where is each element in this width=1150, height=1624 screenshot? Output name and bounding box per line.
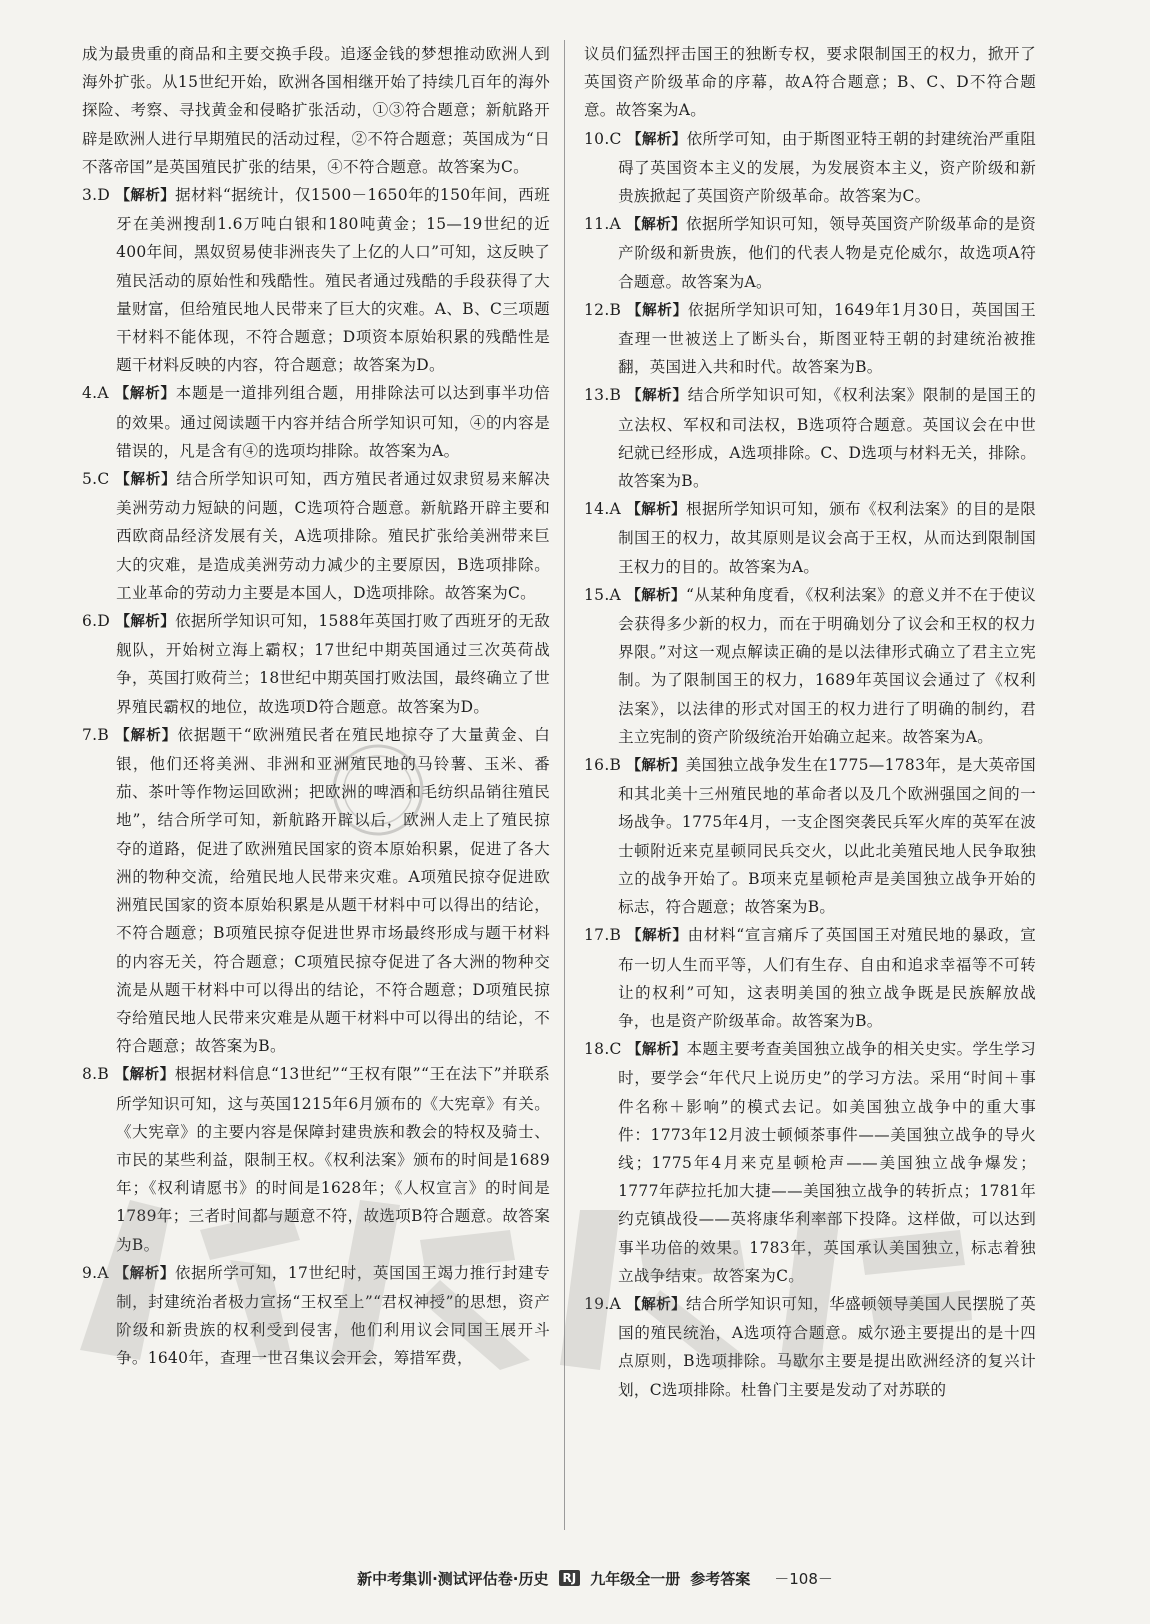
analysis-tag: 【解析】 xyxy=(627,131,687,148)
answer-text: 根据所学知识可知，颁布《权利法案》的目的是限制国王的权力，故其原则是议会高于王权，从而达到限制国王权力的目的。故答案为A。 xyxy=(618,500,1036,576)
answer-number: 14.A xyxy=(584,500,622,519)
answer-item-19 xyxy=(584,1290,1036,1404)
analysis-tag: 【解析】 xyxy=(115,614,176,631)
answer-item-3 xyxy=(82,181,550,379)
answer-text: 结合所学知识可知，华盛顿领导美国人民摆脱了英国的殖民统治，A选项符合题意。威尔逊主要提出的是十四点原则，B选项排除。马歇尔主要是提出欧洲经济的复兴计划，C选项排除。杜鲁门主要是发动了对苏联的 xyxy=(618,1294,1036,1399)
analysis-tag: 【解析】 xyxy=(114,1265,175,1282)
answer-number: 3.D xyxy=(82,186,111,205)
series-title: 新中考集训·测试评估卷·历史 xyxy=(357,1569,549,1588)
answer-number: 17.B xyxy=(584,926,622,945)
answer-number: 6.D xyxy=(82,612,111,631)
answer-item-9 xyxy=(82,1259,550,1373)
answer-text: 根据材料信息“13世纪”“王权有限”“王在法下”并联系所学知识可知，这与英国1215年6月颁布的《大宪章》有关。《大宪章》的主要内容是保障封建贵族和教会的特权及骑士、市民的某些利益，限制王权。《权利法案》颁布的时间是1689年；《权利请愿书》的时间是1628年；《人权宣言》的时间是1789年；三者时间都与题意不符，故选项B符合题意。故答案为B。 xyxy=(116,1065,550,1254)
analysis-tag: 【解析】 xyxy=(626,217,687,234)
answer-text: 依据所学知识可知，领导英国资产阶级革命的是资产阶级和新贵族，他们的代表人物是克伦威尔，故选项A符合题意。故答案为A。 xyxy=(618,215,1036,291)
answer-item-16 xyxy=(584,751,1036,921)
answer-text: 本题主要考查美国独立战争的相关史实。学生学习时，要学会“年代尺上说历史”的学习方法。采用“时间＋事件名称＋影响”的模式去记。如美国独立战争中的重大事件：1773年12月波士顿倾茶事件——美国独立战争的导火线；1775年4月来克星顿枪声——美国独立战争爆发；1777年萨拉托加大捷——美国独立战争的转折点；1781年约克镇战役——英将康华利率部下投降。这样做，可以达到事半功倍的效果。1783年，英国承认美国独立，标志着独立战争结束。故答案为C。 xyxy=(618,1040,1036,1285)
answer-number: 13.B xyxy=(584,386,622,405)
answer-number: 5.C xyxy=(82,470,110,489)
answer-text: 依据所学知识可知，1588年英国打败了西班牙的无敌舰队，开始树立海上霸权；17世纪中期英国通过三次英荷战争，英国打败荷兰；18世纪中期英国打败法国，最终确立了世界殖民霸权的地位，故选项D符合题意。故答案为D。 xyxy=(116,612,550,716)
answer-text: 据材料“据统计，仅1500－1650年的150年间，西班牙在美洲搜刮1.6万吨白银和180吨黄金；15—19世纪的近400年间，黑奴贸易使非洲丧失了上亿的人口”可知，这反映了殖民活动的原始性和残酷性。殖民者通过残酷的手段获得了大量财富，但给殖民地人民带来了巨大的灾难。A、B、C三项题干材料不能体现，不符合题意；D项资本原始积累的残酷性是题干材料反映的内容，符合题意；故答案为D。 xyxy=(116,186,550,375)
answer-text: 美国独立战争发生在1775—1783年，是大英帝国和其北美十三州殖民地的革命者以及几个欧洲强国之间的一场战争。1775年4月，一支企图突袭民兵军火库的英军在波士顿附近来克星顿同民兵交火，以此北美殖民地人民争取独立的战争开始了。B项来克星顿枪声是美国独立战争开始的标志，符合题意；故答案为B。 xyxy=(618,756,1036,917)
analysis-tag: 【解析】 xyxy=(627,1042,687,1059)
analysis-tag: 【解析】 xyxy=(114,1067,175,1084)
answer-item-18 xyxy=(584,1035,1036,1290)
answer-text: 依据所学知识可知，1649年1月30日，英国国王查理一世被送上了断头台，斯图亚特王朝的封建统治被推翻，英国进入共和时代。故答案为B。 xyxy=(618,300,1036,377)
answer-number: 10.C xyxy=(584,129,622,148)
answer-text: 结合所学知识可知，《权利法案》限制的是国王的立法权、军权和司法权，B选项符合题意。英国议会在中世纪就已经形成，A选项排除。C、D选项与材料无关，排除。故答案为B。 xyxy=(618,386,1036,491)
answer-number: 7.B xyxy=(82,725,110,744)
answer-number: 15.A xyxy=(584,585,622,604)
column-divider xyxy=(564,40,565,1530)
answer-number: 9.A xyxy=(82,1263,109,1282)
analysis-tag: 【解析】 xyxy=(626,928,688,945)
answer-item-4 xyxy=(82,379,550,465)
answer-number: 4.A xyxy=(82,384,109,403)
answer-text: 由材料“宣言痛斥了英国国王对殖民地的暴政，宣布一切人生而平等，人们有生存、自由和追求幸福等不可转让的权利”可知，这表明美国的独立战争既是民族解放战争，也是资产阶级革命。故答案为B。 xyxy=(618,926,1036,1030)
analysis-tag: 【解析】 xyxy=(115,727,178,744)
analysis-tag: 【解析】 xyxy=(626,1296,687,1313)
section-label: 参考答案 xyxy=(690,1569,751,1588)
answer-item-14 xyxy=(584,495,1036,581)
answer-item-10 xyxy=(584,125,1036,211)
answer-text: 依据所学可知，17世纪时，英国国王竭力推行封建专制，封建统治者极力宣扬“王权至上”“君权神授”的思想，资产阶级和新贵族的权利受到侵害，他们利用议会同国王展开斗争。1640年，查理一世召集议会开会，筹措军费， xyxy=(116,1263,550,1368)
answer-number: 19.A xyxy=(584,1294,622,1313)
answer-item-13 xyxy=(584,381,1036,495)
answer-item-8 xyxy=(82,1060,550,1258)
analysis-tag: 【解析】 xyxy=(626,388,688,405)
answer-number: 8.B xyxy=(82,1065,110,1084)
edition-badge: RJ xyxy=(559,1570,581,1586)
left-column xyxy=(82,40,550,1540)
right-column xyxy=(584,40,1036,1540)
answer-item-7 xyxy=(82,721,550,1060)
answer-item-5 xyxy=(82,465,550,607)
answer-text: 结合所学知识可知，西方殖民者通过奴隶贸易来解决美洲劳动力短缺的问题，C选项符合题意。新航路开辟主要和西欧商品经济发展有关，A选项排除。殖民扩张给美洲带来巨大的灾难，是造成美洲劳动力减少的主要原因，B选项排除。工业革命的劳动力主要是本国人，D选项排除。故答案为C。 xyxy=(116,470,550,602)
page-number: －108－ xyxy=(774,1569,833,1588)
answer-text: 本题是一道排列组合题，用排除法可以达到事半功倍的效果。通过阅读题干内容并结合所学知识可知，④的内容是错误的，凡是含有④的选项均排除。故答案为A。 xyxy=(116,384,550,460)
analysis-tag: 【解析】 xyxy=(115,472,177,489)
analysis-tag: 【解析】 xyxy=(626,502,687,519)
answer-item-12 xyxy=(584,296,1036,382)
answer-text: “从某种角度看，《权利法案》的意义并不在于使议会获得多少新的权力，而在于明确划分了议会和王权的权力界限。”对这一观点解读正确的是以法律形式确立了君主立宪制。为了限制国王的权力，1689年英国议会通过了《权利法案》，以法律的形式对国王的权力进行了明确的制约，君主立宪制的资产阶级统治开始确立起来。故答案为A。 xyxy=(618,585,1036,746)
analysis-tag: 【解析】 xyxy=(626,758,686,775)
analysis-tag: 【解析】 xyxy=(626,587,686,604)
answer-item-6 xyxy=(82,607,550,721)
answer-number: 12.B xyxy=(584,300,622,319)
analysis-tag: 【解析】 xyxy=(115,188,176,205)
grade-label: 九年级全一册 xyxy=(590,1569,681,1588)
right-intro: 议员们猛烈抨击国王的独断专权，要求限制国王的权力，掀开了英国资产阶级革命的序幕，故A符合题意；B、C、D不符合题意。故答案为A。 xyxy=(584,45,1036,120)
answer-text: 依据题干“欧洲殖民者在殖民地掠夺了大量黄金、白银，他们还将美洲、非洲和亚洲殖民地的马铃薯、玉米、番茄、茶叶等作物运回欧洲；把欧洲的啤酒和毛纺织品销往殖民地”，结合所学可知，新航路开辟以后，欧洲人走上了殖民掠夺的道路，促进了欧洲殖民国家的资本原始积累，促进了各大洲的物种交流，给殖民地人民带来灾难。A项殖民掠夺促进欧洲殖民国家的资本原始积累是从题干材料中可以得出的结论，不符合题意；B项殖民掠夺促进世界市场最终形成与题干材料的内容无关，符合题意；C项殖民掠夺促进了各大洲的物种交流是从题干材料中可以得出的结论，不符合题意；D项殖民掠夺给殖民地人民带来灾难是从题干材料中可以得出的结论，不符合题意；故答案为B。 xyxy=(116,725,550,1056)
answer-number: 18.C xyxy=(584,1040,622,1059)
answer-item-17 xyxy=(584,921,1036,1035)
answer-number: 16.B xyxy=(584,756,622,775)
answer-text: 依所学可知，由于斯图亚特王朝的封建统治严重阻碍了英国资本主义的发展，为发展资本主义，资产阶级和新贵族掀起了英国资产阶级革命。故答案为C。 xyxy=(618,129,1036,206)
analysis-tag: 【解析】 xyxy=(114,386,176,403)
left-intro: 成为最贵重的商品和主要交换手段。追逐金钱的梦想推动欧洲人到海外扩张。从15世纪开始，欧洲各国相继开始了持续几百年的海外探险、考察、寻找黄金和侵略扩张活动，①③符合题意；新航路开辟是欧洲人进行早期殖民的活动过程，②不符合题意；英国成为“日不落帝国”是英国殖民扩张的结果，④不符合题意。故答案为C。 xyxy=(82,45,550,176)
answer-number: 11.A xyxy=(584,215,622,234)
answer-item-11 xyxy=(584,210,1036,296)
analysis-tag: 【解析】 xyxy=(626,302,688,319)
page-footer xyxy=(0,1565,1150,1591)
answer-item-15 xyxy=(584,581,1036,751)
